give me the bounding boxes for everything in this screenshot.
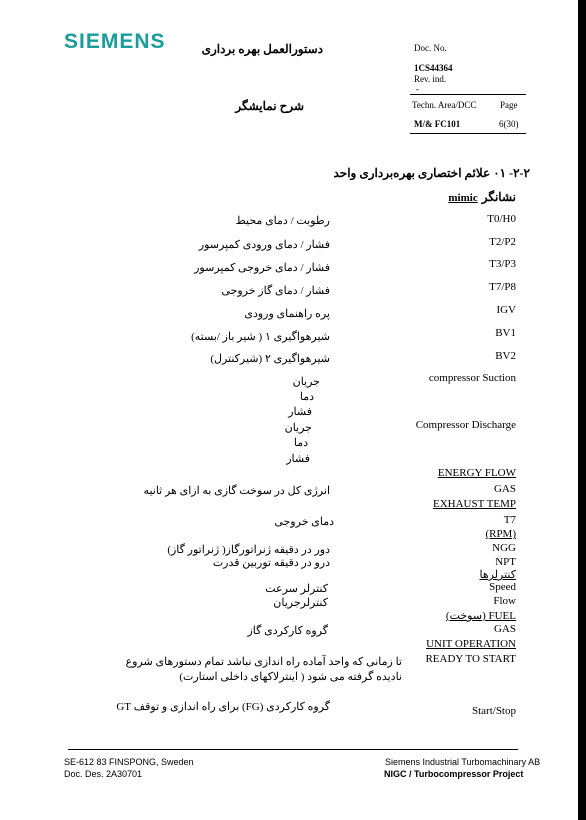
ready-desc-2: نادیده گرفته می شود ( اینترلاکهای داخلی استارت) [179, 671, 402, 683]
footer-address: SE-612 83 FINSPONG, Sweden [64, 757, 194, 767]
compressor-suction: compressor Suction [428, 372, 516, 384]
page-value: 6(30) [499, 119, 519, 129]
speed-desc: کنترلر سرعت [265, 583, 328, 595]
t7-label: T7 [503, 514, 516, 526]
row-en: T2/P2 [489, 236, 516, 248]
fuel-heading [446, 609, 516, 622]
flow-desc: کنترلرجریان [273, 597, 328, 609]
section-title: ۲-۲- ۰۱ علائم اختصاری بهره‌برداری واحد [333, 166, 530, 180]
doc-subtitle: شرح نمایشگر [235, 99, 304, 113]
discharge-flow: جریان [284, 422, 312, 434]
row-fa: شیرهواگیری ۲ (شیرکنترل) [210, 353, 330, 365]
footer-company: Siemens Industrial Turbomachinary AB [385, 757, 541, 767]
row-en: T3/P3 [489, 258, 516, 270]
row-fa: فشار / دمای خروجی کمپرسور [194, 262, 330, 274]
row-en: BV2 [495, 350, 516, 362]
rpm-heading: (RPM) [485, 528, 516, 540]
column-heading-fa: نشانگر [481, 190, 516, 204]
row-en: IGV [496, 304, 516, 316]
doc-title: دستورالعمل بهره برداری [201, 42, 323, 56]
row-fa: فشار / دمای ورودی کمپرسور [198, 239, 330, 251]
energy-gas-desc: انرژی کل در سوخت گازی به ازای هر ثانیه [143, 485, 330, 497]
rev-label: Rev. ind. [414, 74, 447, 84]
energy-flow-heading: ENERGY FLOW [437, 467, 516, 479]
compressor-discharge: Compressor Discharge [415, 419, 516, 431]
area-value: M/& FC101 [414, 119, 461, 129]
rev-value: - [416, 84, 419, 94]
discharge-temp: دما [293, 437, 308, 449]
suction-temp: دما [299, 391, 314, 403]
header-divider-bottom [410, 133, 526, 134]
row-fa: پره راهنمای ورودی [244, 308, 330, 320]
ready-desc-1: تا زمانی که واحد آماده راه اندازی نباشد تمام دستورهای شروع [125, 656, 402, 668]
header-divider [410, 94, 526, 95]
row-fa: فشار / دمای گاز خروجی [221, 285, 330, 297]
fuel-fa: (سوخت) [445, 610, 486, 622]
siemens-logo: SIEMENS [64, 30, 166, 53]
ngg-desc: دور در دقیقه ژنراتورگاز( ژنراتور گاز) [167, 544, 330, 556]
ready-to-start: READY TO START [425, 653, 516, 665]
unit-operation-heading: UNIT OPERATION [426, 638, 516, 650]
row-fa: شیرهواگیری ۱ ( شیر باز /بسته) [191, 331, 330, 343]
footer-divider [68, 749, 518, 750]
t7-desc: دمای خروجی [274, 516, 334, 528]
speed-label: Speed [489, 581, 516, 593]
page-edge [579, 0, 586, 820]
npt-desc: درو در دقیقه توربین قدرت [212, 557, 330, 569]
npt-label: NPT [495, 556, 516, 568]
gas2-label: GAS [493, 623, 516, 635]
fuel-en: FUEL [488, 610, 516, 622]
column-heading-en: mimic [448, 192, 478, 204]
doc-no-value: 1CS44364 [414, 63, 453, 73]
start-stop-desc: گروه کارکردی (FG) برای راه اندازی و توقف GT [116, 701, 330, 713]
energy-gas: GAS [493, 483, 516, 495]
column-heading [448, 190, 516, 205]
suction-pressure: فشار [288, 406, 312, 418]
flow-label: Flow [493, 595, 516, 607]
ngg-label: NGG [492, 542, 516, 554]
controllers-heading: کنترلرها [479, 569, 516, 581]
suction-flow: جریان [292, 376, 320, 388]
row-en: BV1 [495, 327, 516, 339]
gas2-desc: گروه کارکردی گاز [247, 625, 328, 637]
row-fa: رطوبت / دمای محیط [235, 215, 330, 227]
row-en: T0/H0 [487, 213, 516, 225]
page-label: Page [500, 100, 518, 110]
start-stop-label: Start/Stop [471, 705, 516, 717]
exhaust-temp-heading: EXHAUST TEMP [432, 498, 516, 510]
footer-doc-des: Doc. Des. 2A30701 [64, 769, 143, 779]
area-label: Techn. Area/DCC [412, 100, 477, 110]
row-en: T7/P8 [489, 281, 516, 293]
doc-no-label: Doc. No. [414, 43, 447, 53]
footer-project: NIGC / Turbocompressor Project [384, 769, 524, 779]
discharge-pressure: فشار [286, 453, 310, 465]
